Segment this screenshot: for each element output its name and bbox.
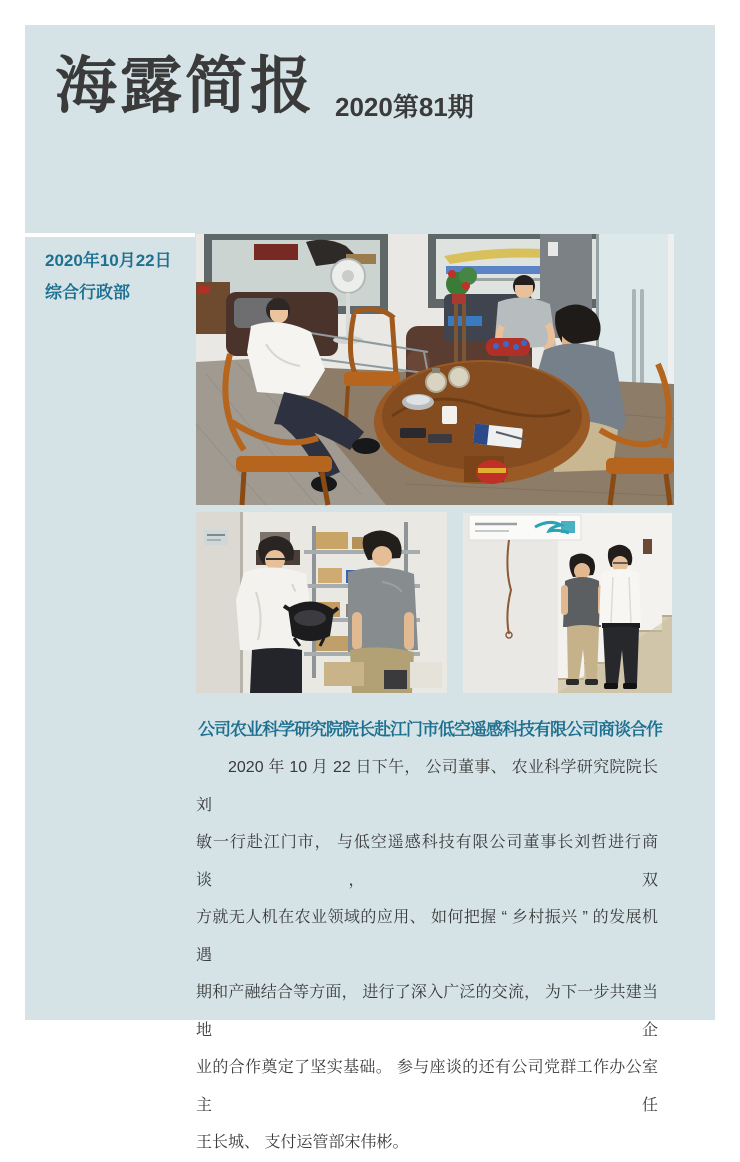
meeting-photo [196,234,674,505]
body-text-line: 业的合作奠定了坚实基础。 参与座谈的还有公司党群工作办公室主任 [196,1059,658,1114]
sidebar-divider-line [25,233,195,237]
publishing-department: 综合行政部 [45,283,130,302]
body-text-line: 2020 年 10 月 22 日下午， 公司董事、 农业科学研究院院长刘 [196,759,658,814]
stairwell-photo [463,513,672,693]
body-text-line: 敏一行赴江门市， 与低空遥感科技有限公司董事长刘哲进行商谈， 双 [196,834,658,889]
newsletter-title: 海露简报 [55,52,316,121]
article-headline: 公司农业科学研究院院长赴江门市低空遥感科技有限公司商谈合作 [198,720,662,739]
newsletter-issue-number: 2020第81期 [335,92,474,122]
body-text-line: 期和产融结合等方面， 进行了深入广泛的交流， 为下一步共建当地企 [196,984,658,1039]
body-text-line: 王长城、 支付运管部宋伟彬。 [196,1134,409,1151]
page-canvas [25,25,715,1151]
article-body [196,749,658,1162]
body-text-line: 方就无人机在农业领域的应用、 如何把握 “ 乡村振兴 ” 的发展机遇 [196,909,658,964]
drone-photo [196,512,447,693]
publication-date: 2020年10月22日 [45,251,172,270]
